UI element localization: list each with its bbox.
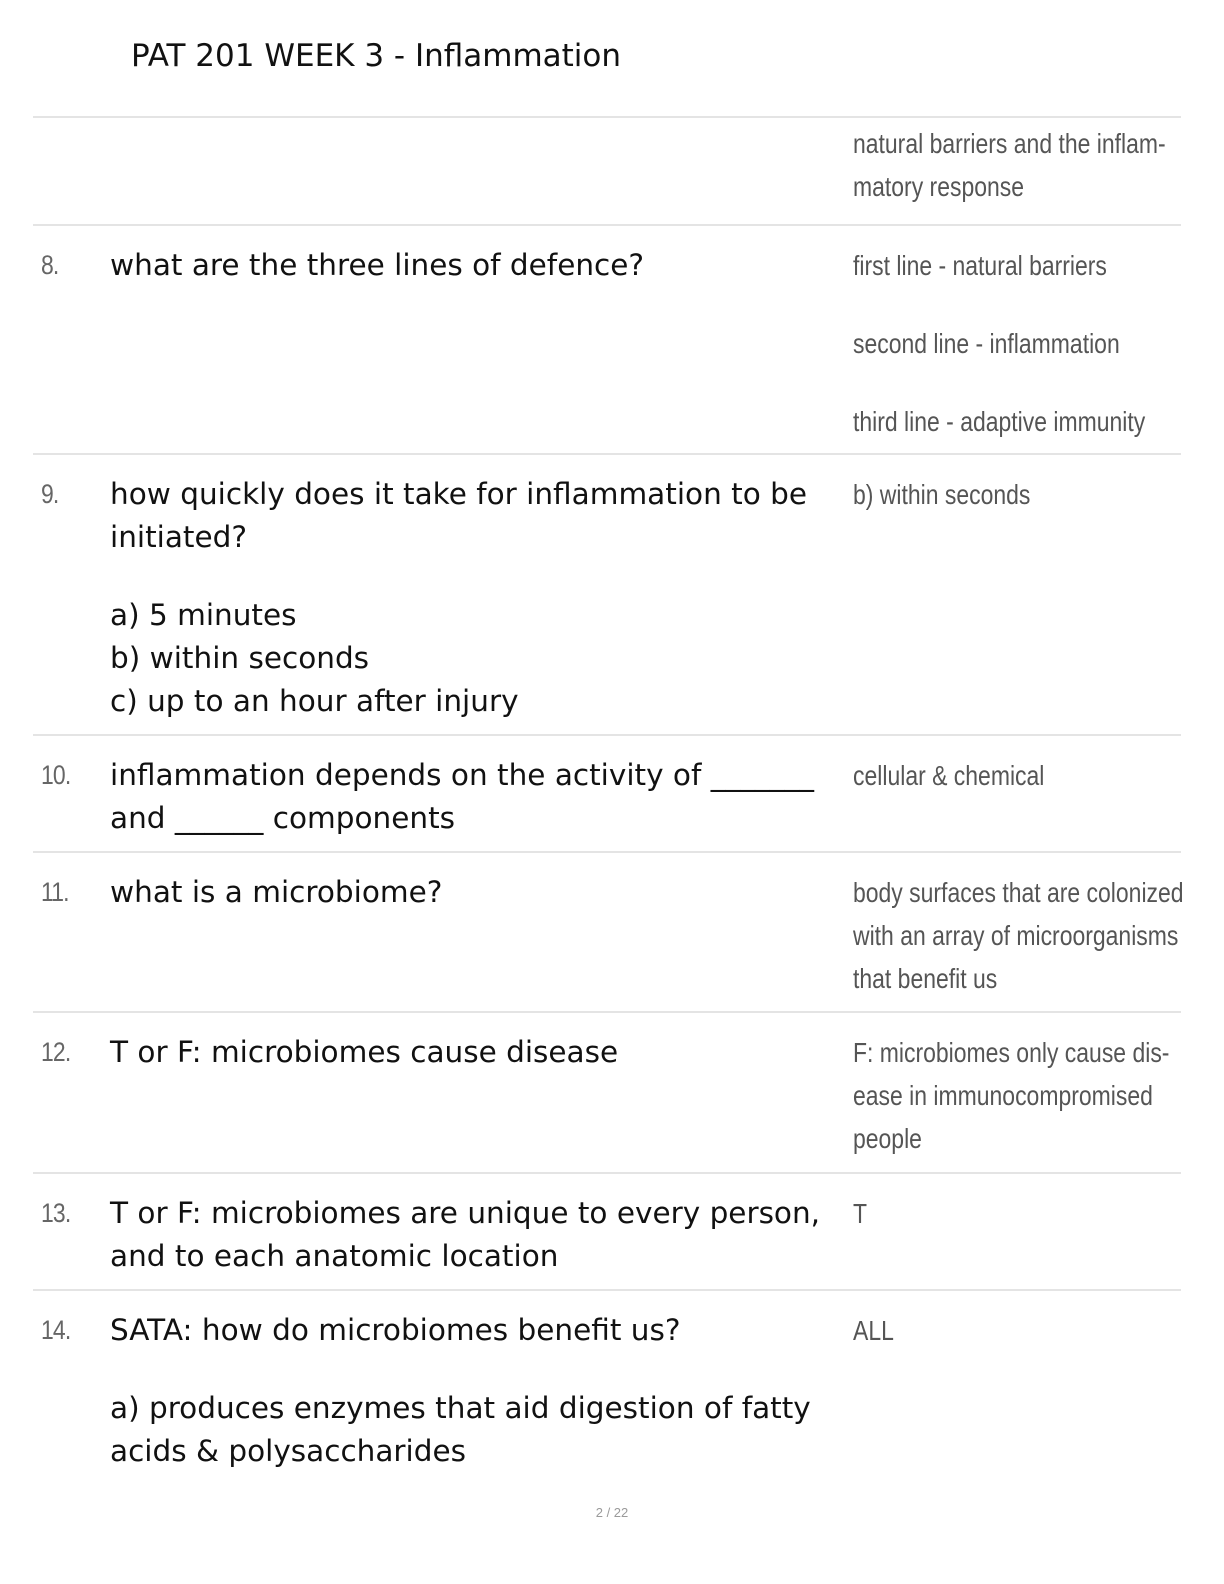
answer-line: T — [853, 1198, 868, 1229]
question-line: a) produces enzymes that aid digestion of fatty — [110, 1391, 811, 1425]
answer-line: people — [853, 1123, 922, 1154]
row-question — [110, 244, 830, 287]
answer-line: cellular & chemical — [853, 760, 1045, 791]
row-number: 12. — [41, 1037, 71, 1067]
answer-line: with an array of microorganisms — [853, 920, 1179, 951]
page-indicator: 2 / 22 — [595, 1505, 629, 1520]
answer-line: F: microbiomes only cause dis- — [853, 1037, 1170, 1068]
question-line: initiated? — [110, 520, 248, 554]
answer-line: third line - adaptive immunity — [853, 406, 1146, 437]
table-row — [33, 116, 1181, 224]
table-row — [33, 1289, 1181, 1479]
row-number: 8. — [41, 250, 59, 280]
table-row — [33, 453, 1181, 734]
answer-line: body surfaces that are colonized — [853, 877, 1184, 908]
question-line: c) up to an hour after injury — [110, 684, 519, 718]
answer-line: first line - natural barriers — [853, 250, 1107, 281]
row-question — [110, 871, 830, 914]
row-answer — [853, 244, 1146, 443]
table-row — [33, 851, 1184, 1011]
question-line: T or F: microbiomes cause disease — [110, 1035, 619, 1069]
row-question — [110, 1192, 830, 1278]
question-line: how quickly does it take for inflammation to be — [110, 477, 808, 511]
row-number: 14. — [41, 1315, 71, 1345]
question-line: SATA: how do microbiomes benefit us? — [110, 1313, 681, 1347]
question-line: acids & polysaccharides — [110, 1434, 467, 1468]
row-answer — [853, 1192, 1124, 1235]
answer-line: second line - inflammation — [853, 328, 1120, 359]
row-number: 11. — [41, 877, 69, 907]
row-number: 13. — [41, 1198, 71, 1228]
question-line: b) within seconds — [110, 641, 370, 675]
question-line: and ______ components — [110, 801, 456, 835]
flashcard-table — [33, 116, 1184, 1479]
row-question — [110, 473, 830, 723]
table-row — [33, 1011, 1181, 1172]
question-line: a) 5 minutes — [110, 598, 297, 632]
answer-line: b) within seconds — [853, 479, 1031, 510]
row-answer — [853, 122, 1166, 208]
table-row — [33, 734, 1181, 851]
answer-line: that benefit us — [853, 963, 998, 994]
row-question — [110, 1031, 830, 1074]
row-answer — [853, 871, 1184, 1000]
row-number: 9. — [41, 479, 59, 509]
answer-line: natural barriers and the inflam- — [853, 128, 1166, 159]
row-number: 10. — [41, 760, 71, 790]
row-answer — [853, 473, 1124, 516]
row-answer — [853, 1031, 1170, 1160]
question-line: and to each anatomic location — [110, 1239, 559, 1273]
answer-line: matory response — [853, 171, 1025, 202]
row-answer — [853, 754, 1124, 797]
answer-line: ease in immunocompromised — [853, 1080, 1153, 1111]
row-answer — [853, 1309, 1124, 1352]
page-title: PAT 201 WEEK 3 - Inflammation — [131, 38, 622, 74]
question-line: T or F: microbiomes are unique to every person, — [110, 1196, 821, 1230]
row-question — [110, 754, 830, 840]
question-line: what is a microbiome? — [110, 875, 443, 909]
answer-line: ALL — [853, 1315, 894, 1346]
table-row — [33, 224, 1181, 453]
question-line: what are the three lines of defence? — [110, 248, 645, 282]
question-line: inflammation depends on the activity of _______ — [110, 758, 814, 792]
table-row — [33, 1172, 1181, 1289]
row-question — [110, 1309, 830, 1473]
